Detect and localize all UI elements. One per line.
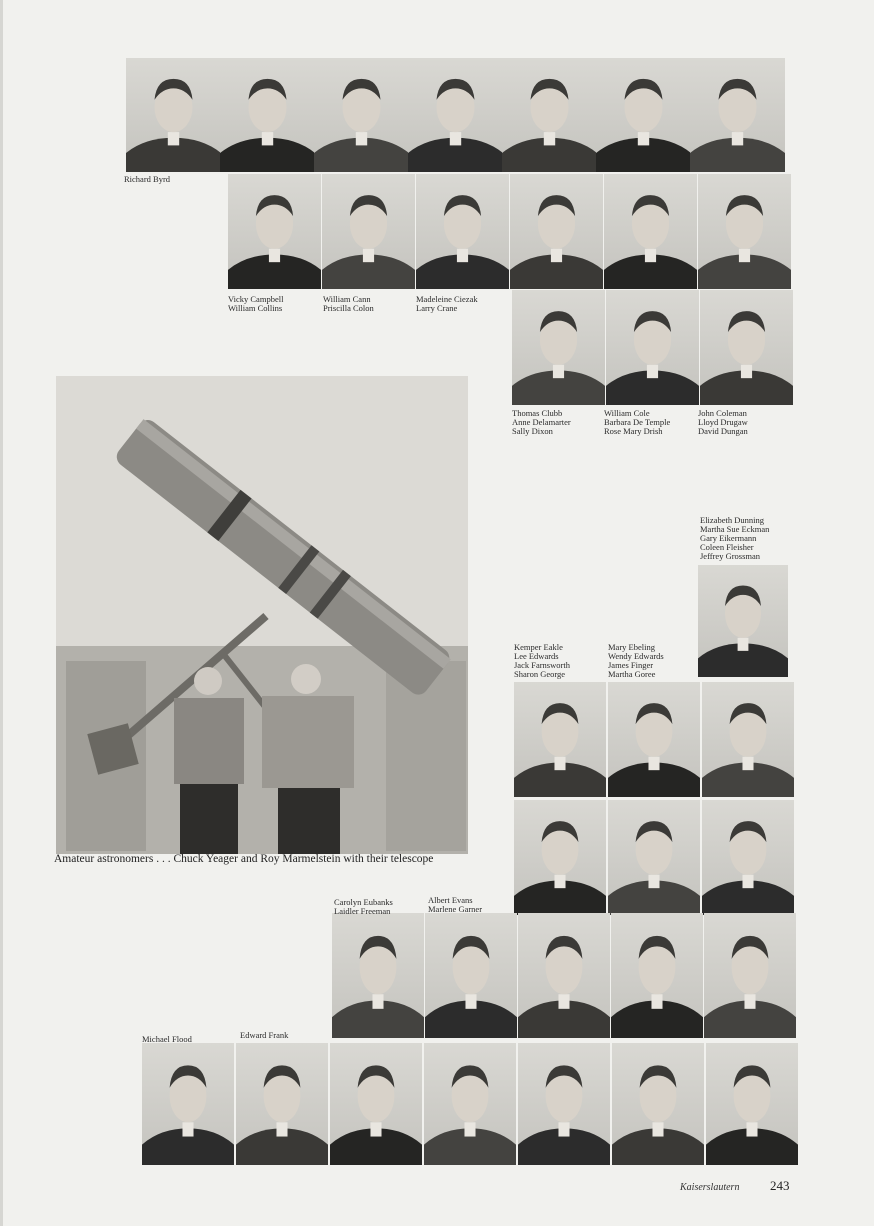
caption-line: Madeleine Ciezak (416, 294, 478, 304)
student-portrait (608, 682, 700, 797)
caption-line: Kemper Eakle (514, 642, 563, 652)
caption-line: Wendy Edwards (608, 651, 664, 661)
caption-line: Gary Eikermann (700, 533, 757, 543)
caption-c13 (142, 1035, 192, 1044)
student-portrait (416, 174, 509, 289)
caption-line: Elizabeth Dunning (700, 515, 764, 525)
caption-line: Jack Farnsworth (514, 660, 570, 670)
caption-c1 (124, 175, 170, 184)
student-portrait (510, 174, 603, 289)
caption-line: Sally Dixon (512, 426, 553, 436)
caption-c8 (700, 516, 769, 561)
student-portrait (514, 682, 606, 797)
caption-c3 (323, 295, 374, 313)
caption-c5 (512, 409, 571, 436)
student-portrait (702, 800, 794, 915)
caption-c11 (334, 898, 393, 916)
caption-line: Priscilla Colon (323, 303, 374, 313)
caption-line: Rose Mary Drish (604, 426, 663, 436)
caption-line: Richard Byrd (124, 174, 171, 184)
student-portrait (330, 1043, 422, 1165)
student-portrait (702, 682, 794, 797)
student-portrait (518, 1043, 610, 1165)
caption-line: Edward Frank (240, 1030, 289, 1040)
caption-line: Carolyn Eubanks (334, 897, 393, 907)
student-portrait (425, 913, 517, 1038)
student-portrait (126, 58, 221, 172)
student-portrait (314, 58, 409, 172)
student-portrait (408, 58, 503, 172)
caption-line: William Cole (604, 408, 650, 418)
student-portrait (698, 174, 791, 289)
student-portrait (596, 58, 691, 172)
caption-line: James Finger (608, 660, 654, 670)
caption-line: Marlene Garner (428, 904, 483, 914)
student-portrait (502, 58, 597, 172)
student-portrait (142, 1043, 234, 1165)
caption-c10 (608, 643, 664, 679)
caption-line: Martha Sue Eckman (700, 524, 770, 534)
caption-line: Thomas Clubb (512, 408, 563, 418)
student-portrait (704, 913, 796, 1038)
caption-line: Michael Flood (142, 1034, 192, 1044)
student-portrait (612, 1043, 704, 1165)
student-portrait (518, 913, 610, 1038)
student-portrait (514, 800, 606, 915)
student-portrait (512, 290, 605, 405)
student-portrait (700, 290, 793, 405)
caption-c6 (604, 409, 670, 436)
student-portrait (606, 290, 699, 405)
caption-c9 (514, 643, 570, 679)
student-portrait (690, 58, 785, 172)
caption-line: David Dungan (698, 426, 748, 436)
caption-line: Laidler Freeman (334, 906, 391, 916)
caption-line: Albert Evans (428, 895, 473, 905)
caption-line: William Collins (228, 303, 283, 313)
caption-line: Coleen Fleisher (700, 542, 754, 552)
caption-c7 (698, 409, 748, 436)
caption-line: Martha Goree (608, 669, 656, 679)
caption-line: John Coleman (698, 408, 747, 418)
student-portrait (604, 174, 697, 289)
student-portrait (611, 913, 703, 1038)
student-portrait (608, 800, 700, 915)
student-portrait (236, 1043, 328, 1165)
caption-line: Sharon George (514, 669, 566, 679)
book-name: Kaiserslautern (680, 1182, 740, 1193)
caption-c4 (416, 295, 478, 313)
caption-line: Mary Ebeling (608, 642, 655, 652)
caption-line: Vicky Campbell (228, 294, 284, 304)
student-portrait (322, 174, 415, 289)
student-portrait (228, 174, 321, 289)
student-portrait (706, 1043, 798, 1165)
student-portrait (332, 913, 424, 1038)
caption-c12 (428, 896, 482, 914)
caption-line: Barbara De Temple (604, 417, 671, 427)
caption-line: Larry Crane (416, 303, 458, 313)
photo-caption: Amateur astronomers . . . Chuck Yeager and Roy Marmelstein with their telescope (54, 853, 434, 865)
student-portrait (424, 1043, 516, 1165)
telescope-photo (56, 376, 468, 854)
caption-c2 (228, 295, 283, 313)
caption-line: Lee Edwards (514, 651, 559, 661)
caption-c14 (240, 1031, 288, 1040)
caption-line: Lloyd Drugaw (698, 417, 748, 427)
student-portrait (220, 58, 315, 172)
caption-line: Jeffrey Grossman (700, 551, 761, 561)
caption-line: William Cann (323, 294, 371, 304)
page-edge (0, 0, 3, 1226)
page-number: 243 (770, 1178, 790, 1193)
caption-line: Anne Delamarter (512, 417, 571, 427)
student-portrait (698, 565, 788, 677)
